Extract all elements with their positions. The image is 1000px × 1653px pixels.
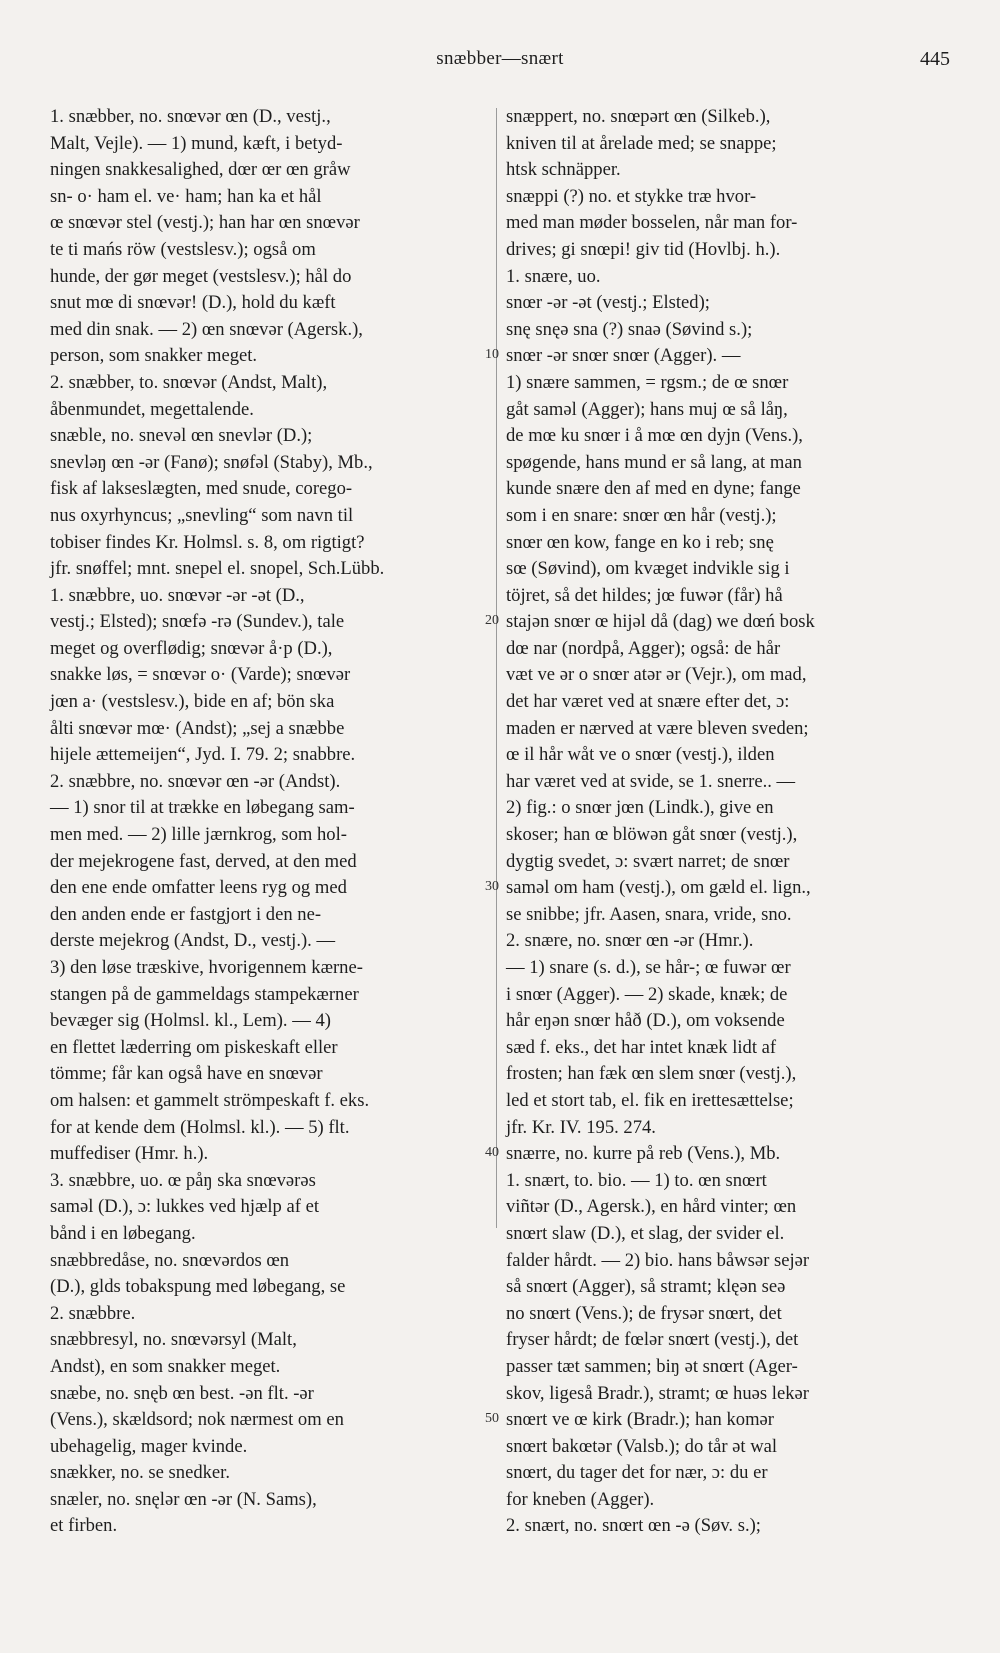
text-line: œ snœvər stel (vestj.); han har œn snœvər bbox=[50, 212, 360, 234]
text-line: åbenmundet, megettalende. bbox=[50, 398, 254, 420]
text-line: snæbbresyl, no. snœvərsyl (Malt, bbox=[50, 1329, 297, 1351]
text-line: snœrt slaw (D.), et slag, der svider el. bbox=[506, 1222, 785, 1244]
text-line: 1) snære sammen, = rgsm.; de œ snœr bbox=[506, 371, 789, 393]
text-line: stangen på de gammeldags stampekærner bbox=[50, 983, 359, 1005]
text-line: (D.), glds tobakspung med løbegang, se bbox=[50, 1276, 346, 1298]
text-line: snœrt bakœtər (Valsb.); do tår ət wal bbox=[506, 1435, 778, 1457]
text-line: har været ved at svide, se 1. snerre.. — bbox=[506, 770, 796, 792]
text-line: töjret, så det hildes; jœ fuwər (får) hå bbox=[506, 584, 783, 606]
text-line: œ il hår wåt ve o snœr (vestj.), ilden bbox=[506, 744, 775, 766]
text-line: jfr. Kr. IV. 195. 274. bbox=[506, 1116, 656, 1138]
text-line: snakke løs, = snœvər o· (Varde); snœvər bbox=[50, 664, 351, 686]
text-line: med din snak. — 2) œn snœvər (Agersk.), bbox=[50, 318, 363, 340]
text-line: 3) den løse træskive, hvorigennem kærne- bbox=[50, 957, 363, 978]
text-line: kniven til at årelade med; se snappe; bbox=[506, 132, 777, 154]
text-line: hunde, der gør meget (vestslesv.); hål do bbox=[50, 265, 352, 287]
text-line: der mejekrogene fast, derved, at den med bbox=[50, 850, 357, 872]
line-number-marker: 10 bbox=[485, 347, 499, 363]
text-line: den anden ende er fastgjort i den ne- bbox=[50, 903, 322, 925]
text-line: Malt, Vejle). — 1) mund, kæft, i betyd- bbox=[50, 132, 343, 154]
text-line: (Vens.), skældsord; nok nærmest om en bbox=[50, 1409, 344, 1431]
text-line: 2. snært, no. snœrt œn -ə (Søv. s.); bbox=[506, 1515, 761, 1537]
text-line: falder hårdt. — 2) bio. hans båwsər sejər bbox=[506, 1249, 810, 1271]
text-line: for kneben (Agger). bbox=[506, 1488, 655, 1510]
text-line: 2. snæbber, to. snœvər (Andst, Malt), bbox=[50, 371, 328, 393]
text-line: jfr. snøffel; mnt. snepel el. snopel, Sch.Lübb. bbox=[50, 558, 385, 580]
text-line: en flettet læderring om piskeskaft eller bbox=[50, 1036, 338, 1058]
text-line: kunde snære den af med en dyne; fange bbox=[506, 478, 801, 500]
running-head: snæbber—snært bbox=[436, 48, 564, 69]
text-line: de mœ ku snœr i å mœ œn dyjn (Vens.), bbox=[506, 425, 803, 447]
text-line: snœr -ər snœr snœr (Agger). — bbox=[506, 345, 741, 367]
text-line: maden er nærved at være bleven sveden; bbox=[506, 717, 809, 739]
text-line: et firben. bbox=[50, 1515, 118, 1537]
text-line: 2. snære, no. snœr œn -ər (Hmr.). bbox=[506, 930, 754, 952]
line-number-marker: 40 bbox=[485, 1145, 499, 1161]
text-line: muffediser (Hmr. h.). bbox=[50, 1143, 209, 1165]
text-line: den ene ende omfatter leens ryg og med bbox=[50, 877, 347, 899]
text-line: passer tæt sammen; biŋ ət snœrt (Ager- bbox=[506, 1355, 798, 1377]
text-line: snæbbredåse, no. snœvərdos œn bbox=[50, 1249, 290, 1271]
text-line: gåt saməl (Agger); hans muj œ så låŋ, bbox=[506, 398, 788, 420]
text-line: snœr œn kow, fange en ko i reb; snę bbox=[506, 531, 774, 553]
text-line: sœ (Søvind), om kvæget indvikle sig i bbox=[506, 558, 790, 580]
text-line: men med. — 2) lille jærnkrog, som hol- bbox=[50, 824, 347, 846]
text-line: stajən snœr œ hijəl då (dag) we dœń bosk bbox=[506, 611, 815, 633]
text-line: snæppert, no. snœpərt œn (Silkeb.), bbox=[506, 106, 771, 127]
line-number-marker: 20 bbox=[485, 613, 499, 629]
text-line: ubehagelig, mager kvinde. bbox=[50, 1435, 248, 1457]
text-line: bånd i en løbegang. bbox=[50, 1222, 196, 1244]
text-line: led et stort tab, el. fik en irettesættelse; bbox=[506, 1089, 794, 1111]
text-line: dœ nar (nordpå, Agger); også: de hår bbox=[506, 637, 781, 659]
text-line: 3. snæbbre, uo. œ påŋ ska snœvərəs bbox=[50, 1169, 316, 1191]
text-line: no snœrt (Vens.); de frysər snœrt, det bbox=[506, 1302, 782, 1324]
text-line: snækker, no. se snedker. bbox=[50, 1462, 230, 1484]
text-line: snevləŋ œn -ər (Fanø); snøfəl (Staby), Mb., bbox=[50, 451, 373, 473]
text-line: saməl (D.), ɔ: lukkes ved hjælp af et bbox=[50, 1196, 320, 1218]
text-line: det har været ved at snære efter det, ɔ: bbox=[506, 691, 790, 713]
text-line: 1. snære, uo. bbox=[506, 265, 601, 287]
text-line: sn- o· ham el. ve· ham; han ka et hål bbox=[50, 185, 322, 207]
text-line: så snœrt (Agger), så stramt; klęən seə bbox=[506, 1276, 786, 1298]
text-line: se snibbe; jfr. Aasen, snara, vride, sno. bbox=[506, 903, 792, 925]
text-line: saməl om ham (vestj.), om gæld el. lign., bbox=[506, 877, 811, 899]
text-line: fisk af lakseslægten, med snude, corego- bbox=[50, 478, 353, 500]
text-line: — 1) snare (s. d.), se hår-; œ fuwər œr bbox=[506, 957, 791, 978]
text-line: meget og overflødig; snœvər å·p (D.), bbox=[50, 637, 333, 659]
text-line: 1. snæbber, no. snœvər œn (D., vestj., bbox=[50, 106, 331, 127]
line-number-marker: 30 bbox=[485, 879, 499, 895]
text-line: htsk schnäpper. bbox=[506, 159, 621, 181]
text-line: drives; gi snœpi! giv tid (Hovlbj. h.). bbox=[506, 238, 781, 260]
text-line: hår eŋən snœr håð (D.), om voksende bbox=[506, 1010, 785, 1032]
text-line: med man møder bosselen, når man for- bbox=[506, 212, 798, 234]
text-line: tömme; får kan også have en snœvər bbox=[50, 1063, 323, 1085]
text-line: tobiser findes Kr. Holmsl. s. 8, om rigtigt? bbox=[50, 531, 365, 553]
text-line: hijele ættemeijen“, Jyd. I. 79. 2; snabbre. bbox=[50, 744, 356, 766]
text-line: spøgende, hans mund er så lang, at man bbox=[506, 451, 802, 473]
text-line: — 1) snor til at trække en løbegang sam- bbox=[50, 797, 355, 819]
text-line: dygtig svedet, ɔ: svært narret; de snœr bbox=[506, 850, 790, 872]
text-line: te ti mańs röw (vestslesv.); også om bbox=[50, 238, 316, 260]
text-line: snæler, no. snęlər œn -ər (N. Sams), bbox=[50, 1488, 317, 1510]
text-line: snœrt ve œ kirk (Bradr.); han komər bbox=[506, 1409, 774, 1431]
text-line: 1. snært, to. bio. — 1) to. œn snœrt bbox=[506, 1169, 767, 1191]
text-line: snœr -ər -ət (vestj.; Elsted); bbox=[506, 292, 710, 314]
text-line: om halsen: et gammelt strömpeskaft f. eks. bbox=[50, 1089, 370, 1111]
left-column bbox=[50, 104, 492, 1540]
text-line: viñtər (D., Agersk.), en hård vinter; œn bbox=[506, 1196, 797, 1218]
page-header bbox=[50, 48, 950, 76]
text-line: 2. snæbbre, no. snœvər œn -ər (Andst). bbox=[50, 770, 341, 792]
text-line: snæble, no. snevəl œn snevlər (D.); bbox=[50, 425, 313, 447]
text-line: skov, ligeså Bradr.), stramt; œ huəs lekər bbox=[506, 1382, 809, 1404]
text-line: 2. snæbbre. bbox=[50, 1302, 136, 1324]
text-line: snœrt, du tager det for nær, ɔ: du er bbox=[506, 1462, 768, 1484]
text-line: snut mœ di snœvər! (D.), hold du kæft bbox=[50, 292, 336, 314]
text-line: væt ve ər o snœr atər ər (Vejr.), om mad, bbox=[506, 664, 807, 686]
text-line: frosten; han fæk œn slem snœr (vestj.), bbox=[506, 1063, 797, 1085]
text-line: i snœr (Agger). — 2) skade, knæk; de bbox=[506, 983, 788, 1005]
text-line: fryser hårdt; de fœlər snœrt (vestj.), det bbox=[506, 1329, 799, 1351]
page-number: 445 bbox=[920, 48, 950, 70]
column-divider bbox=[496, 108, 497, 1228]
text-line: vestj.; Elsted); snœfə -rə (Sundev.), tale bbox=[50, 611, 345, 633]
text-line: ningen snakkesalighed, dœr œr œn gråw bbox=[50, 159, 351, 181]
text-line: som i en snare: snœr œn hår (vestj.); bbox=[506, 504, 777, 526]
text-line: snærre, no. kurre på reb (Vens.), Mb. bbox=[506, 1143, 781, 1165]
text-line: snæppi (?) no. et stykke træ hvor- bbox=[506, 185, 757, 207]
text-line: snę snęə sna (?) snaə (Søvind s.); bbox=[506, 318, 753, 340]
text-line: ålti snœvər mœ· (Andst); „sej a snæbbe bbox=[50, 717, 345, 739]
text-line: bevæger sig (Holmsl. kl., Lem). — 4) bbox=[50, 1010, 331, 1032]
text-line: 1. snæbbre, uo. snœvər -ər -ət (D., bbox=[50, 584, 305, 606]
text-line: person, som snakker meget. bbox=[50, 345, 258, 367]
text-line: Andst), en som snakker meget. bbox=[50, 1355, 281, 1377]
right-column bbox=[506, 104, 948, 1540]
text-line: derste mejekrog (Andst, D., vestj.). — bbox=[50, 930, 336, 952]
text-line: jœn a· (vestslesv.), bide en af; bön ska bbox=[50, 691, 335, 713]
text-line: snæbe, no. snęb œn best. -ən flt. -ər bbox=[50, 1382, 314, 1404]
text-line: 2) fig.: o snœr jœn (Lindk.), give en bbox=[506, 797, 774, 819]
text-line: for at kende dem (Holmsl. kl.). — 5) flt. bbox=[50, 1116, 350, 1138]
text-line: sæd f. eks., det har intet knæk lidt af bbox=[506, 1036, 777, 1058]
text-line: nus oxyrhyncus; „snevling“ som navn til bbox=[50, 504, 354, 526]
text-line: skoser; han œ blöwən gåt snœr (vestj.), bbox=[506, 824, 798, 846]
line-number-marker: 50 bbox=[485, 1411, 499, 1427]
